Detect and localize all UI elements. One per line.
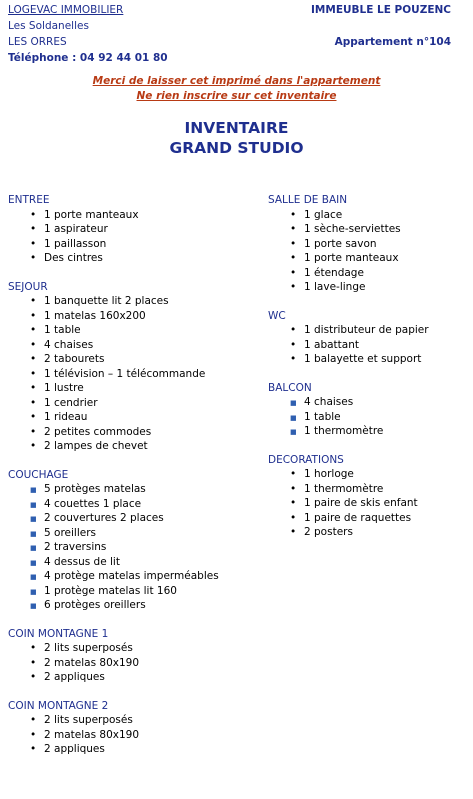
- list-item: [268, 338, 468, 353]
- list-item: [8, 598, 258, 613]
- item-label: 2 lits superposés: [44, 714, 133, 726]
- dot-bullet-icon: •: [290, 497, 297, 509]
- list-item: [8, 511, 258, 526]
- list-item: [268, 496, 468, 511]
- item-label: 2 lampes de chevet: [44, 440, 148, 452]
- list-item: [268, 222, 468, 237]
- item-label: 2 matelas 80x190: [44, 656, 140, 669]
- dot-bullet-icon: •: [30, 338, 37, 351]
- item-label: 4 chaises: [44, 338, 94, 351]
- item-label: 1 cendrier: [44, 396, 98, 409]
- inventory-section: [8, 468, 258, 613]
- item-label: 1 glace: [304, 208, 343, 221]
- inventory-section: [268, 193, 468, 295]
- notice: [0, 74, 473, 104]
- square-bullet-icon: ■: [290, 428, 297, 436]
- item-label: 2 appliques: [44, 743, 105, 755]
- dot-bullet-icon: •: [290, 223, 297, 235]
- dot-bullet-icon: •: [30, 252, 37, 264]
- list-item: [8, 396, 258, 411]
- list-item: [268, 208, 468, 223]
- item-label: 1 matelas 160x200: [44, 309, 146, 322]
- item-list: [8, 294, 258, 454]
- item-label: 1 paire de skis enfant: [304, 497, 418, 509]
- dot-bullet-icon: •: [30, 237, 37, 250]
- list-item: [8, 742, 258, 757]
- list-item: [8, 670, 258, 685]
- item-label: 1 table: [304, 410, 341, 423]
- building-name: IMMEUBLE LE POUZENC: [311, 4, 451, 16]
- item-label: 1 abattant: [304, 338, 359, 351]
- list-item: [268, 251, 468, 266]
- dot-bullet-icon: •: [30, 656, 37, 669]
- item-list: [8, 208, 258, 266]
- dot-bullet-icon: •: [290, 208, 297, 221]
- item-label: 1 distributeur de papier: [304, 324, 429, 336]
- item-label: 1 lave-linge: [304, 281, 366, 293]
- inventory-section: [268, 309, 468, 367]
- list-item: [8, 294, 258, 309]
- list-item: [8, 555, 258, 570]
- item-label: 1 porte manteaux: [44, 208, 139, 221]
- list-item: [8, 367, 258, 382]
- inventory-section: [268, 381, 468, 439]
- list-item: [8, 584, 258, 599]
- item-label: 1 aspirateur: [44, 223, 108, 235]
- list-item: [8, 713, 258, 728]
- dot-bullet-icon: •: [290, 338, 297, 351]
- list-item: [8, 439, 258, 454]
- dot-bullet-icon: •: [30, 411, 37, 423]
- right-column: [268, 193, 468, 540]
- dot-bullet-icon: •: [30, 728, 37, 741]
- list-item: [268, 410, 468, 425]
- square-bullet-icon: ■: [30, 515, 37, 523]
- list-item: [8, 352, 258, 367]
- inventory-section: [8, 193, 258, 266]
- item-list: [8, 713, 258, 757]
- dot-bullet-icon: •: [290, 468, 297, 480]
- item-label: 1 porte savon: [304, 237, 377, 250]
- list-item: [268, 266, 468, 281]
- item-label: 2 lits superposés: [44, 642, 133, 654]
- dot-bullet-icon: •: [290, 252, 297, 264]
- dot-bullet-icon: •: [290, 237, 297, 250]
- dot-bullet-icon: •: [290, 526, 297, 538]
- list-item: [8, 425, 258, 440]
- inventory-section: [8, 280, 258, 454]
- item-label: 4 couettes 1 place: [44, 497, 142, 510]
- section-title: COIN MONTAGNE 1: [8, 627, 109, 640]
- dot-bullet-icon: •: [290, 353, 297, 365]
- section-title: BALCON: [268, 381, 312, 394]
- dot-bullet-icon: •: [30, 425, 37, 438]
- list-item: [8, 641, 258, 656]
- item-label: 2 posters: [304, 526, 353, 538]
- section-title: COIN MONTAGNE 2: [8, 699, 109, 712]
- square-bullet-icon: ■: [30, 544, 37, 552]
- item-label: 1 balayette et support: [304, 353, 422, 365]
- inventory-section: [268, 453, 468, 540]
- dot-bullet-icon: •: [30, 382, 37, 394]
- square-bullet-icon: ■: [30, 602, 37, 610]
- dot-bullet-icon: •: [30, 367, 37, 380]
- dot-bullet-icon: •: [30, 208, 37, 221]
- list-item: [268, 511, 468, 526]
- agency-name: LOGEVAC IMMOBILIER: [8, 4, 124, 16]
- section-title: COUCHAGE: [8, 468, 69, 481]
- inventory-section: [8, 699, 258, 757]
- agency-block: [8, 2, 168, 66]
- inventory-section: [8, 627, 258, 685]
- list-item: [8, 208, 258, 223]
- item-label: 1 banquette lit 2 places: [44, 295, 169, 307]
- item-label: 5 protèges matelas: [44, 483, 146, 495]
- item-label: Des cintres: [44, 252, 103, 264]
- list-item: [8, 656, 258, 671]
- list-item: [268, 395, 468, 410]
- dot-bullet-icon: •: [30, 353, 37, 365]
- item-label: 2 appliques: [44, 671, 105, 683]
- dot-bullet-icon: •: [30, 295, 37, 307]
- dot-bullet-icon: •: [30, 324, 37, 336]
- item-list: [268, 323, 468, 367]
- item-label: 2 couvertures 2 places: [44, 512, 164, 524]
- list-item: [268, 280, 468, 295]
- square-bullet-icon: ■: [30, 573, 37, 581]
- dot-bullet-icon: •: [30, 396, 37, 409]
- item-label: 1 étendage: [304, 266, 364, 279]
- residence-name: Les Soldanelles: [8, 20, 89, 32]
- item-label: 2 tabourets: [44, 353, 105, 365]
- square-bullet-icon: ■: [30, 500, 37, 509]
- dot-bullet-icon: •: [30, 309, 37, 322]
- list-item: [8, 540, 258, 555]
- list-item: [8, 251, 258, 266]
- item-label: 2 petites commodes: [44, 425, 152, 438]
- town-name: LES ORRES: [8, 36, 67, 48]
- square-bullet-icon: ■: [30, 587, 37, 596]
- item-label: 1 thermomètre: [304, 425, 384, 437]
- dot-bullet-icon: •: [30, 642, 37, 654]
- list-item: [8, 526, 258, 541]
- square-bullet-icon: ■: [30, 529, 37, 538]
- section-title: WC: [268, 309, 286, 322]
- item-label: 5 oreillers: [44, 526, 96, 539]
- dot-bullet-icon: •: [30, 671, 37, 683]
- item-list: [268, 208, 468, 295]
- list-item: [8, 410, 258, 425]
- list-item: [268, 237, 468, 252]
- square-bullet-icon: ■: [290, 399, 297, 407]
- dot-bullet-icon: •: [30, 714, 37, 726]
- section-title: DECORATIONS: [268, 453, 344, 466]
- item-label: 1 rideau: [44, 411, 88, 423]
- item-label: 4 chaises: [304, 396, 354, 408]
- dot-bullet-icon: •: [30, 743, 37, 755]
- item-label: 4 dessus de lit: [44, 555, 120, 568]
- left-column: [8, 193, 258, 757]
- item-label: 1 table: [44, 324, 81, 336]
- phone-number: Téléphone : 04 92 44 01 80: [8, 52, 168, 64]
- dot-bullet-icon: •: [290, 482, 297, 495]
- dot-bullet-icon: •: [290, 266, 297, 279]
- item-list: [268, 467, 468, 540]
- section-title: ENTREE: [8, 194, 50, 206]
- item-label: 1 protège matelas lit 160: [44, 584, 177, 597]
- list-item: [8, 237, 258, 252]
- item-list: [8, 482, 258, 613]
- list-item: [268, 323, 468, 338]
- dot-bullet-icon: •: [30, 440, 37, 452]
- title-line-1: INVENTAIRE: [184, 119, 289, 137]
- list-item: [8, 497, 258, 512]
- list-item: [8, 381, 258, 396]
- apartment-number: Appartement n°104: [334, 36, 451, 48]
- square-bullet-icon: ■: [290, 413, 297, 422]
- square-bullet-icon: ■: [30, 486, 37, 494]
- list-item: [8, 482, 258, 497]
- list-item: [8, 309, 258, 324]
- list-item: [8, 338, 258, 353]
- item-label: 1 horloge: [304, 468, 354, 480]
- list-item: [268, 525, 468, 540]
- item-label: 2 matelas 80x190: [44, 728, 140, 741]
- item-list: [268, 395, 468, 439]
- item-label: 4 protège matelas imperméables: [44, 570, 219, 582]
- list-item: [8, 728, 258, 743]
- dot-bullet-icon: •: [290, 324, 297, 336]
- item-label: 1 paillasson: [44, 237, 107, 250]
- item-list: [8, 641, 258, 685]
- item-label: 1 porte manteaux: [304, 252, 399, 264]
- item-label: 1 paire de raquettes: [304, 511, 412, 524]
- dot-bullet-icon: •: [290, 511, 297, 524]
- list-item: [268, 352, 468, 367]
- list-item: [8, 222, 258, 237]
- property-block: [311, 2, 451, 50]
- square-bullet-icon: ■: [30, 558, 37, 567]
- page-title: [0, 118, 473, 158]
- notice-line-2: Ne rien inscrire sur cet inventaire: [136, 90, 337, 102]
- dot-bullet-icon: •: [30, 223, 37, 235]
- notice-line-1: Merci de laisser cet imprimé dans l'appartement: [92, 75, 381, 87]
- section-title: SALLE DE BAIN: [268, 194, 348, 206]
- title-line-2: GRAND STUDIO: [169, 139, 304, 157]
- item-label: 6 protèges oreillers: [44, 599, 146, 611]
- section-title: SEJOUR: [8, 280, 48, 293]
- dot-bullet-icon: •: [290, 281, 297, 293]
- list-item: [268, 467, 468, 482]
- list-item: [268, 482, 468, 497]
- item-label: 1 sèche-serviettes: [304, 223, 401, 235]
- list-item: [268, 424, 468, 439]
- list-item: [8, 323, 258, 338]
- item-label: 2 traversins: [44, 541, 107, 553]
- list-item: [8, 569, 258, 584]
- item-label: 1 lustre: [44, 382, 84, 394]
- item-label: 1 télévision – 1 télécommande: [44, 367, 206, 380]
- item-label: 1 thermomètre: [304, 482, 384, 495]
